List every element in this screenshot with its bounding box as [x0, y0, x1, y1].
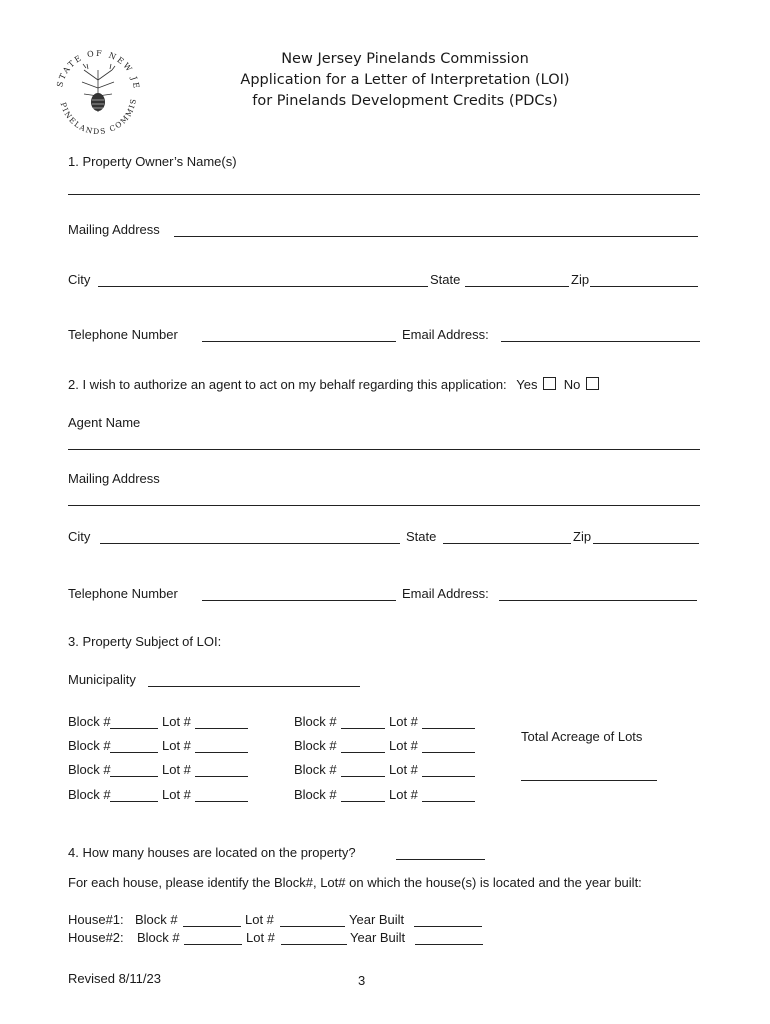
agent-state-field[interactable]	[443, 543, 571, 544]
house1-lot-field[interactable]	[280, 926, 345, 927]
lot-field-5[interactable]	[422, 728, 475, 729]
agent-phone-label: Telephone Number	[68, 586, 178, 601]
agent-zip-label: Zip	[573, 529, 592, 544]
block-field-4[interactable]	[110, 801, 158, 802]
page-number: 3	[358, 973, 366, 988]
house2-lot-label: Lot #	[246, 930, 275, 945]
lot-label-4: Lot #	[162, 787, 191, 802]
owner-zip-label: Zip	[571, 272, 590, 287]
house1-year-label: Year Built	[349, 912, 405, 927]
owner-email-field[interactable]	[501, 341, 700, 342]
block-field-6[interactable]	[341, 752, 385, 753]
agent-email-field[interactable]	[499, 600, 697, 601]
owner-mailing-field[interactable]	[174, 236, 698, 237]
agent-name-label: Agent Name	[68, 415, 141, 430]
block-label-1: Block #	[68, 714, 111, 729]
lot-field-8[interactable]	[422, 801, 475, 802]
lot-label-8: Lot #	[389, 787, 418, 802]
block-field-1[interactable]	[110, 728, 158, 729]
form-title: New Jersey Pinelands Commission	[281, 51, 529, 67]
owner-state-label: State	[430, 272, 461, 287]
agent-state-label: State	[406, 529, 437, 544]
svg-text:PINELANDS COMMISSION: PINELANDS COMMIS	[58, 97, 139, 137]
block-field-2[interactable]	[110, 752, 158, 753]
block-label-2: Block #	[68, 738, 111, 753]
block-label-3: Block #	[68, 762, 111, 777]
houses-instruction: For each house, please identify the Block#, Lot# on which the house(s) is located and the year built:	[68, 875, 642, 890]
agent-city-field[interactable]	[100, 543, 400, 544]
block-field-5[interactable]	[341, 728, 385, 729]
house2-block-label: Block #	[137, 930, 180, 945]
agent-name-field[interactable]	[68, 449, 700, 450]
house1-year-field[interactable]	[414, 926, 482, 927]
agent-authorization-question	[68, 377, 599, 392]
form-subtitle-2: for Pinelands Development Credits (PDCs)	[252, 93, 558, 109]
section1-heading: 1. Property Owner’s Name(s)	[68, 154, 237, 169]
agent-mailing-label: Mailing Address	[68, 471, 160, 486]
svg-text:STATE OF NEW JERSEY: STATE OF NEW JE	[55, 48, 142, 91]
house2-lot-field[interactable]	[281, 944, 347, 945]
owner-phone-label: Telephone Number	[68, 327, 178, 342]
agent-phone-field[interactable]	[202, 600, 396, 601]
block-field-8[interactable]	[341, 801, 385, 802]
lot-label-2: Lot #	[162, 738, 191, 753]
owner-zip-field[interactable]	[590, 286, 698, 287]
lot-label-5: Lot #	[389, 714, 418, 729]
block-label-4: Block #	[68, 787, 111, 802]
block-label-7: Block #	[294, 762, 337, 777]
block-label-6: Block #	[294, 738, 337, 753]
lot-field-3[interactable]	[195, 776, 248, 777]
yes-checkbox[interactable]	[543, 377, 556, 390]
owner-email-label: Email Address:	[402, 327, 489, 342]
total-acreage-field[interactable]	[521, 780, 657, 781]
owner-state-field[interactable]	[465, 286, 569, 287]
agent-question-text: 2. I wish to authorize an agent to act on my behalf regarding this application:	[68, 377, 507, 392]
block-field-7[interactable]	[341, 776, 385, 777]
house1-label: House#1:	[68, 912, 124, 927]
total-acreage-label: Total Acreage of Lots	[521, 729, 643, 744]
house2-year-field[interactable]	[415, 944, 483, 945]
section3-heading: 3. Property Subject of LOI:	[68, 634, 222, 649]
block-field-3[interactable]	[110, 776, 158, 777]
agent-email-label: Email Address:	[402, 586, 489, 601]
lot-label-3: Lot #	[162, 762, 191, 777]
no-checkbox[interactable]	[586, 377, 599, 390]
lot-field-4[interactable]	[195, 801, 248, 802]
municipality-label: Municipality	[68, 672, 136, 687]
house2-block-field[interactable]	[184, 944, 242, 945]
block-label-8: Block #	[294, 787, 337, 802]
lot-field-2[interactable]	[195, 752, 248, 753]
no-label: No	[563, 377, 581, 392]
pinelands-commission-seal	[48, 40, 148, 140]
lot-field-6[interactable]	[422, 752, 475, 753]
houses-count-field[interactable]	[396, 859, 485, 860]
lot-field-7[interactable]	[422, 776, 475, 777]
house1-block-field[interactable]	[183, 926, 241, 927]
house1-lot-label: Lot #	[245, 912, 274, 927]
lot-label-7: Lot #	[389, 762, 418, 777]
lot-label-1: Lot #	[162, 714, 191, 729]
owner-mailing-label: Mailing Address	[68, 222, 160, 237]
revised-date: Revised 8/11/23	[68, 971, 161, 986]
owner-name-field[interactable]	[68, 194, 700, 195]
owner-city-field[interactable]	[98, 286, 428, 287]
form-subtitle: Application for a Letter of Interpretation (LOI)	[240, 72, 570, 88]
house2-year-label: Year Built	[350, 930, 406, 945]
municipality-field[interactable]	[148, 686, 360, 687]
agent-mailing-field[interactable]	[68, 505, 700, 506]
owner-phone-field[interactable]	[202, 341, 396, 342]
agent-zip-field[interactable]	[593, 543, 699, 544]
owner-city-label: City	[68, 272, 91, 287]
yes-label: Yes	[516, 377, 538, 392]
lot-field-1[interactable]	[195, 728, 248, 729]
house1-block-label: Block #	[135, 912, 178, 927]
block-label-5: Block #	[294, 714, 337, 729]
agent-city-label: City	[68, 529, 91, 544]
lot-label-6: Lot #	[389, 738, 418, 753]
houses-question: 4. How many houses are located on the property?	[68, 845, 356, 860]
house2-label: House#2:	[68, 930, 124, 945]
